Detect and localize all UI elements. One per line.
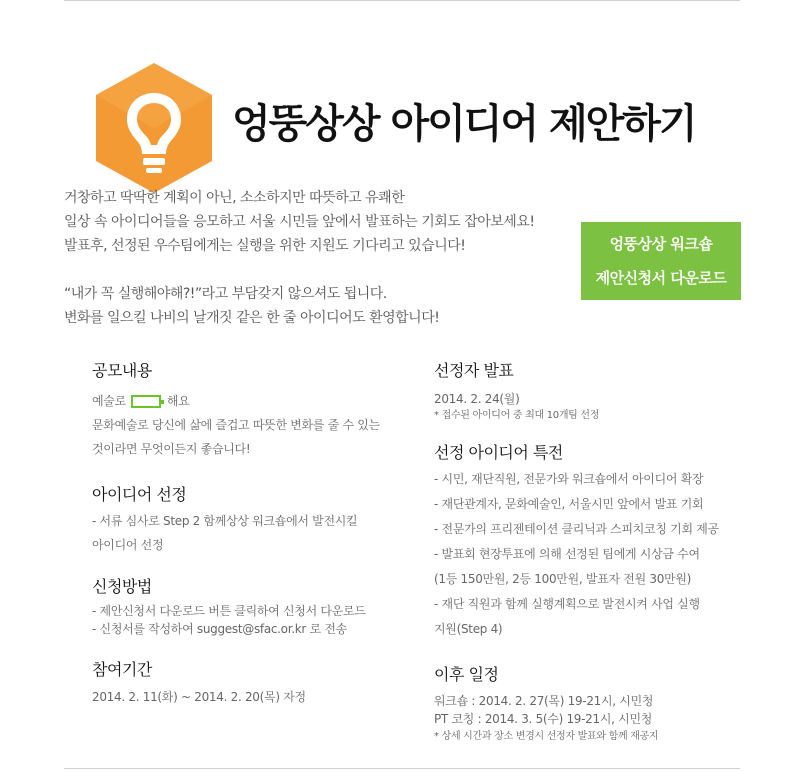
contest-line1-pre: 예술로 [92, 394, 126, 408]
benefits-heading: 선정 아이디어 특전 [434, 443, 563, 462]
contest-line3: 것이라면 무엇이든지 좋습니다! [92, 442, 251, 456]
schedule-line1: 워크숍 : 2014. 2. 27(목) 19-21시, 시민청 [434, 694, 654, 708]
selection-line1: - 서류 심사로 Step 2 함께상상 워크숍에서 발전시킬 [92, 514, 358, 528]
apply-heading: 신청방법 [92, 577, 152, 596]
contest-line2: 문화예술로 당신에 삶에 즐겁고 따뜻한 변화를 줄 수 있는 [92, 418, 380, 432]
apply-line1: - 제안신청서 다운로드 버튼 클릭하여 신청서 다운로드 [92, 604, 366, 618]
announce-note: * 접수된 아이디어 중 최대 10개팀 선정 [434, 410, 600, 421]
benefit-item: - 재단 직원과 함께 실행계획으로 발전시켜 사업 실행 [434, 597, 700, 611]
announce-heading: 선정자 발표 [434, 361, 514, 380]
schedule-note: * 상세 시간과 장소 변경시 선정자 발표와 함께 재공지 [434, 731, 659, 742]
intro-line: “내가 꼭 실행해야해?!”라고 부담갖지 않으셔도 됩니다. [64, 286, 387, 302]
intro-line: 변화를 일으킬 나비의 날개짓 같은 한 줄 아이디어도 환영합니다! [64, 310, 440, 326]
intro-text [64, 186, 584, 330]
selection-heading: 아이디어 선정 [92, 485, 187, 504]
page-title: 엉뚱상상 아이디어 제안하기 [232, 101, 696, 147]
announce-date: 2014. 2. 24(월) [434, 392, 520, 406]
intro-line: 발표후, 선정된 우수팀에게는 실행을 위한 지원도 기다리고 있습니다! [64, 238, 466, 254]
period-line1: 2014. 2. 11(화) ~ 2014. 2. 20(목) 자정 [92, 690, 306, 704]
apply-line2: - 신청서를 작성하여 suggest@sfac.or.kr 로 전송 [92, 622, 347, 636]
benefit-item: 지원(Step 4) [434, 622, 503, 636]
download-button-line1: 엉뚱상상 워크숍 [609, 235, 713, 253]
battery-icon [131, 395, 161, 408]
intro-line: 일상 속 아이디어들을 응모하고 서울 시민들 앞에서 발표하는 기회도 잡아보세요! [64, 214, 535, 230]
benefit-item: - 전문가의 프리젠테이션 클리닉과 스피치코칭 기회 제공 [434, 522, 719, 536]
benefit-item: - 발표회 현장투표에 의해 선정된 팀에게 시상금 수여 [434, 547, 700, 561]
bottom-divider [64, 768, 740, 769]
schedule-heading: 이후 일정 [434, 665, 499, 684]
contest-line1-post: 해요 [166, 394, 190, 408]
period-heading: 참여기간 [92, 660, 152, 679]
benefit-item: - 시민, 재단직원, 전문가와 워크숍에서 아이디어 확장 [434, 472, 704, 486]
download-application-button[interactable] [581, 222, 741, 300]
benefit-item: - 재단관계자, 문화예술인, 서울시민 앞에서 발표 기회 [434, 497, 704, 511]
contest-heading: 공모내용 [92, 361, 152, 380]
lightbulb-icon [96, 63, 212, 193]
top-divider [64, 0, 740, 1]
intro-line: 거창하고 딱딱한 계획이 아닌, 소소하지만 따뜻하고 유쾌한 [64, 190, 405, 206]
benefit-item: (1등 150만원, 2등 100만원, 발표자 전원 30만원) [434, 572, 692, 586]
schedule-line2: PT 코칭 : 2014. 3. 5(수) 19-21시, 시민청 [434, 712, 653, 726]
contest-line1 [92, 389, 190, 413]
selection-line2: 아이디어 선정 [92, 538, 164, 552]
download-button-line2: 제안신청서 다운로드 [595, 269, 727, 287]
